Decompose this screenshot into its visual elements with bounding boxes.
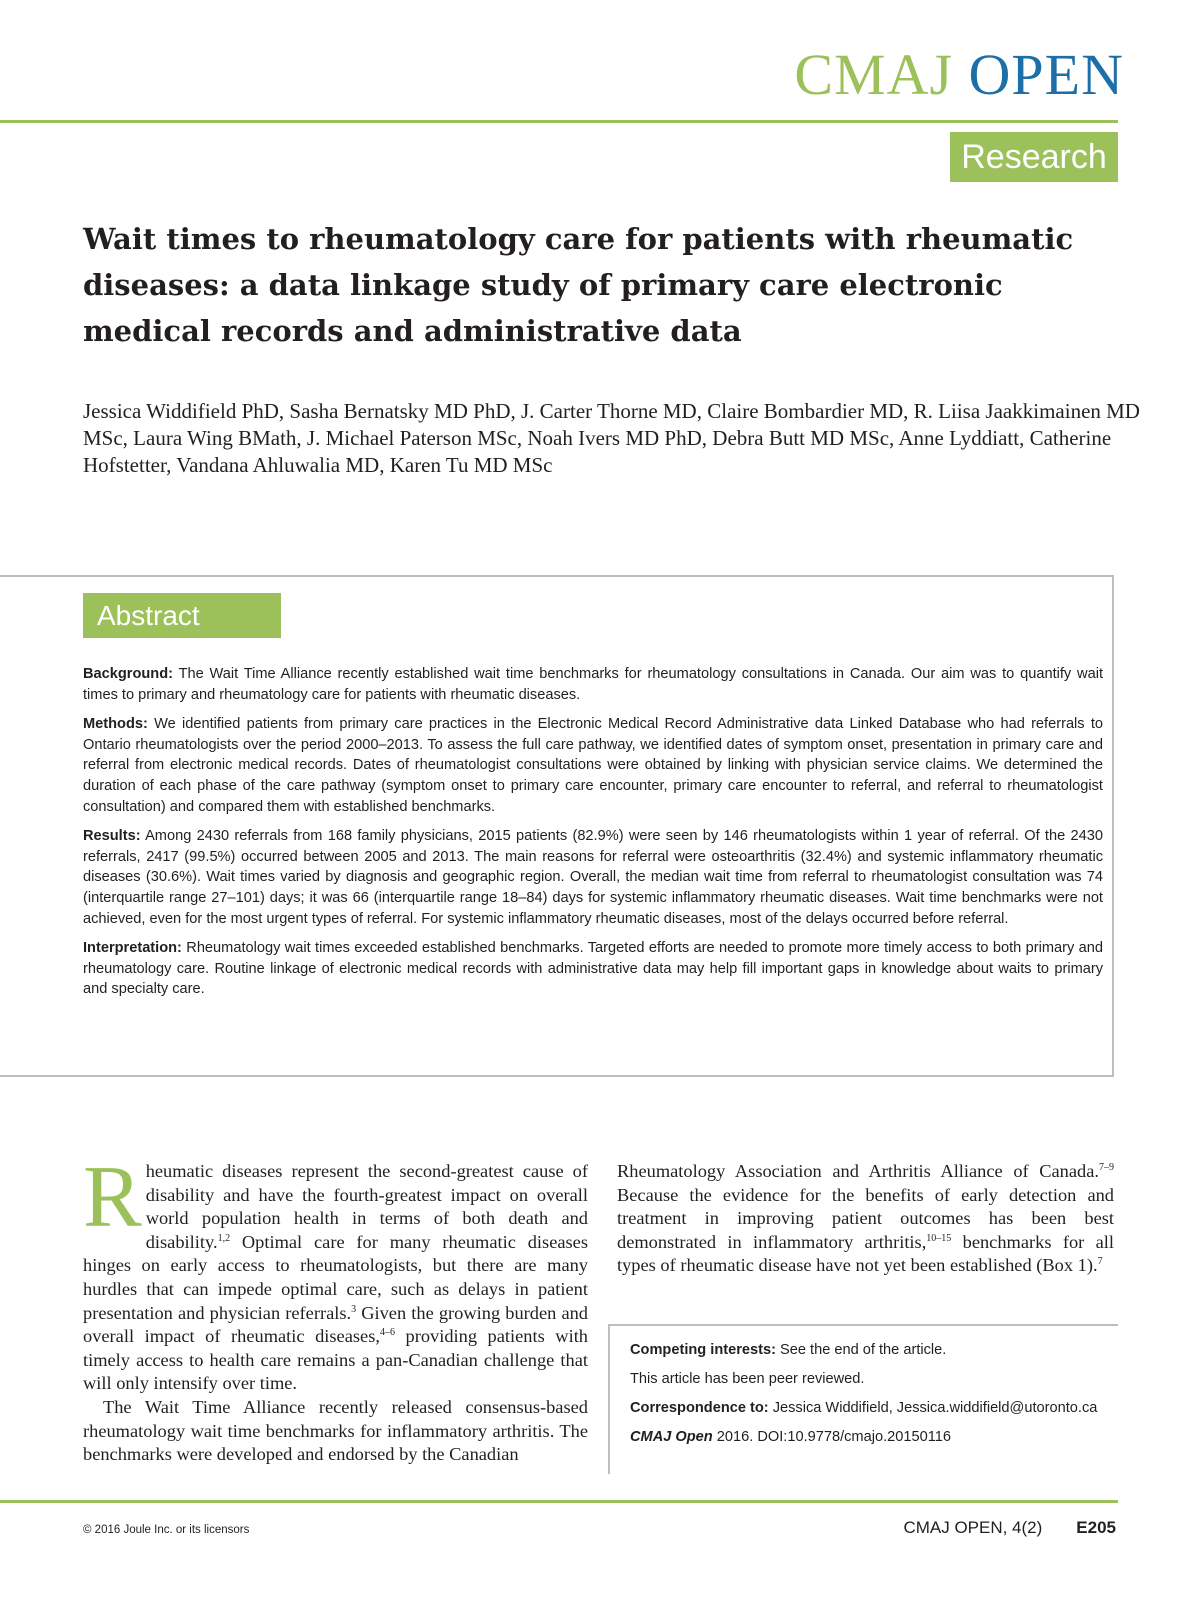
body-text: Given the growing burden and overall impact of rheumatic diseases, [83, 1302, 588, 1347]
drop-cap: R [83, 1149, 142, 1246]
footer-journal [903, 1518, 1116, 1538]
article-title: Wait times to rheumatology care for patients with rheumatic diseases: a data linkage study of primary care electronic medical records and administrative data [83, 222, 1074, 348]
correspondence [630, 1398, 1110, 1418]
logo-cmaj: CMAJ [794, 42, 954, 107]
abstract-results [83, 826, 1103, 929]
body-text: The Wait Time Alliance recently released consensus-based rheumatology wait time benchmarks for inflammatory arthritis. The benchmarks were developed and endorsed by the Canadian [83, 1396, 588, 1465]
body-text: benchmarks for all types of rheumatic disease have not yet been established (Box 1). [617, 1231, 1114, 1276]
abstract-label: Results: [83, 828, 141, 845]
abstract-text: Rheumatology wait times exceeded established benchmarks. Targeted efforts are needed to promote more timely access to both primary and rheumatology care. Routine linkage of electronic medical records with administrative data may help fill important gaps in knowledge about waits to primary and specialty care. [83, 940, 1103, 998]
abstract-background [83, 664, 1103, 705]
citation-doi[interactable]: 2016. DOI:10.9778/cmajo.20150116 [712, 1429, 951, 1445]
citation-ref: 4–6 [379, 1327, 395, 1339]
body-text: heumatic diseases represent the second-greatest cause of disability and have the fourth-greatest impact on overall world population health in terms of both death and disability. [145, 1161, 588, 1252]
body-column-right [617, 1160, 1114, 1278]
article-info [630, 1340, 1110, 1456]
body-paragraph [83, 1396, 588, 1467]
correspondence-email[interactable]: Jessica Widdifield, Jessica.widdifield@utoronto.ca [768, 1400, 1098, 1416]
section-label: Research [950, 132, 1118, 182]
body-column-left [83, 1149, 588, 1467]
body-paragraph [617, 1160, 1114, 1278]
citation-ref: 10–15 [926, 1232, 952, 1244]
body-text: Optimal care for many rheumatic diseases hinges on early access to rheumatologists, but there are many hurdles that can impede optimal care, such as delays in patient presentation and physician referrals. [83, 1231, 588, 1323]
citation [630, 1427, 1110, 1447]
abstract-heading: Abstract [83, 593, 281, 638]
abstract-label: Background: [83, 666, 173, 682]
citation-ref: 3 [351, 1303, 357, 1315]
journal-issue: CMAJ OPEN, 4(2) [903, 1518, 1043, 1537]
body-text: providing patients with timely access to health care remains a pan-Canadian challenge that will only intensify over time. [83, 1326, 588, 1394]
abstract-label: Methods: [83, 716, 148, 733]
logo-open: OPEN [968, 42, 1124, 107]
citation-ref: 7–9 [1099, 1161, 1114, 1173]
journal-logo [794, 42, 1124, 107]
citation-journal: CMAJ Open [630, 1429, 713, 1445]
abstract-text: Among 2430 referrals from 168 family physicians, 2015 patients (82.9%) were seen by 146 rheumatologists within 1 year of referral. Of the 2430 referrals, 2417 (99.5%) occurred between 2005 and 2013. The main reasons for referral were osteoarthritis (32.4%) and systemic inflammatory rheumatic diseases (30.6%). Wait times varied by diagnosis and geographic region. Overall, the median wait time from referral to rheumatologist consultation was 74 (interquartile range 27–101) days; it was 66 (interquartile range 18–84) days for systemic inflammatory rheumatic diseases. Wait time benchmarks were not achieved, even for the most urgent types of referral. For systemic inflammatory rheumatic diseases, most of the delays occurred before referral. [83, 828, 1103, 927]
page-number: E205 [1076, 1518, 1116, 1537]
abstract-methods [83, 714, 1103, 817]
competing-interests [630, 1340, 1110, 1360]
abstract-body [83, 664, 1103, 1009]
body-text: Rheumatology Association and Arthritis Alliance of Canada. [617, 1161, 1099, 1181]
body-text: Because the evidence for the benefits of early detection and treatment in improving patient outcomes has been best demonstrated in inflammatory arthritis, [617, 1184, 1114, 1252]
body-paragraph [83, 1149, 588, 1396]
peer-review-note: This article has been peer reviewed. [630, 1371, 865, 1387]
info-label: Correspondence to: [630, 1400, 769, 1416]
abstract-text: We identified patients from primary care practices in the Electronic Medical Record Administrative data Linked Database who had referrals to Ontario rheumatologists over the period 2000–2013. To assess the full care pathway, we identified dates of symptom onset, presentation in primary care and referral from electronic medical records. Dates of rheumatologist consultations were obtained by linking with physician service claims. We determined the duration of each phase of the care pathway (symptom onset to primary care encounter, primary care encounter to referral, and referral to rheumatologist consultation) and compared them with established benchmarks. [83, 716, 1104, 815]
info-label: Competing interests: [630, 1342, 776, 1358]
abstract-label: Interpretation: [83, 940, 182, 957]
footer-rule [0, 1500, 1118, 1503]
citation-ref: 1,2 [217, 1232, 231, 1244]
copyright: © 2016 Joule Inc. or its licensors [83, 1524, 250, 1536]
author-list: Jessica Widdifield PhD, Sasha Bernatsky MD PhD, J. Carter Thorne MD, Claire Bombardier MD, R. Liisa Jaakkimainen MD MSc, Laura Wing BMath, J. Michael Paterson MSc, Noah Ivers MD PhD, Debra Butt MD MSc, Anne Lyddiatt, Catherine Hofstetter, Vandana Ahluwalia MD, Karen Tu MD MSc [83, 399, 1140, 477]
citation-ref: 7 [1097, 1256, 1103, 1268]
info-text: See the end of the article. [775, 1342, 947, 1358]
abstract-text: The Wait Time Alliance recently established wait time benchmarks for rheumatology consultations in Canada. Our aim was to quantify wait times to primary and rheumatology care for patients with rheumatic diseases. [83, 666, 1103, 703]
header-rule [0, 120, 1118, 123]
abstract-interpretation [83, 938, 1103, 1000]
